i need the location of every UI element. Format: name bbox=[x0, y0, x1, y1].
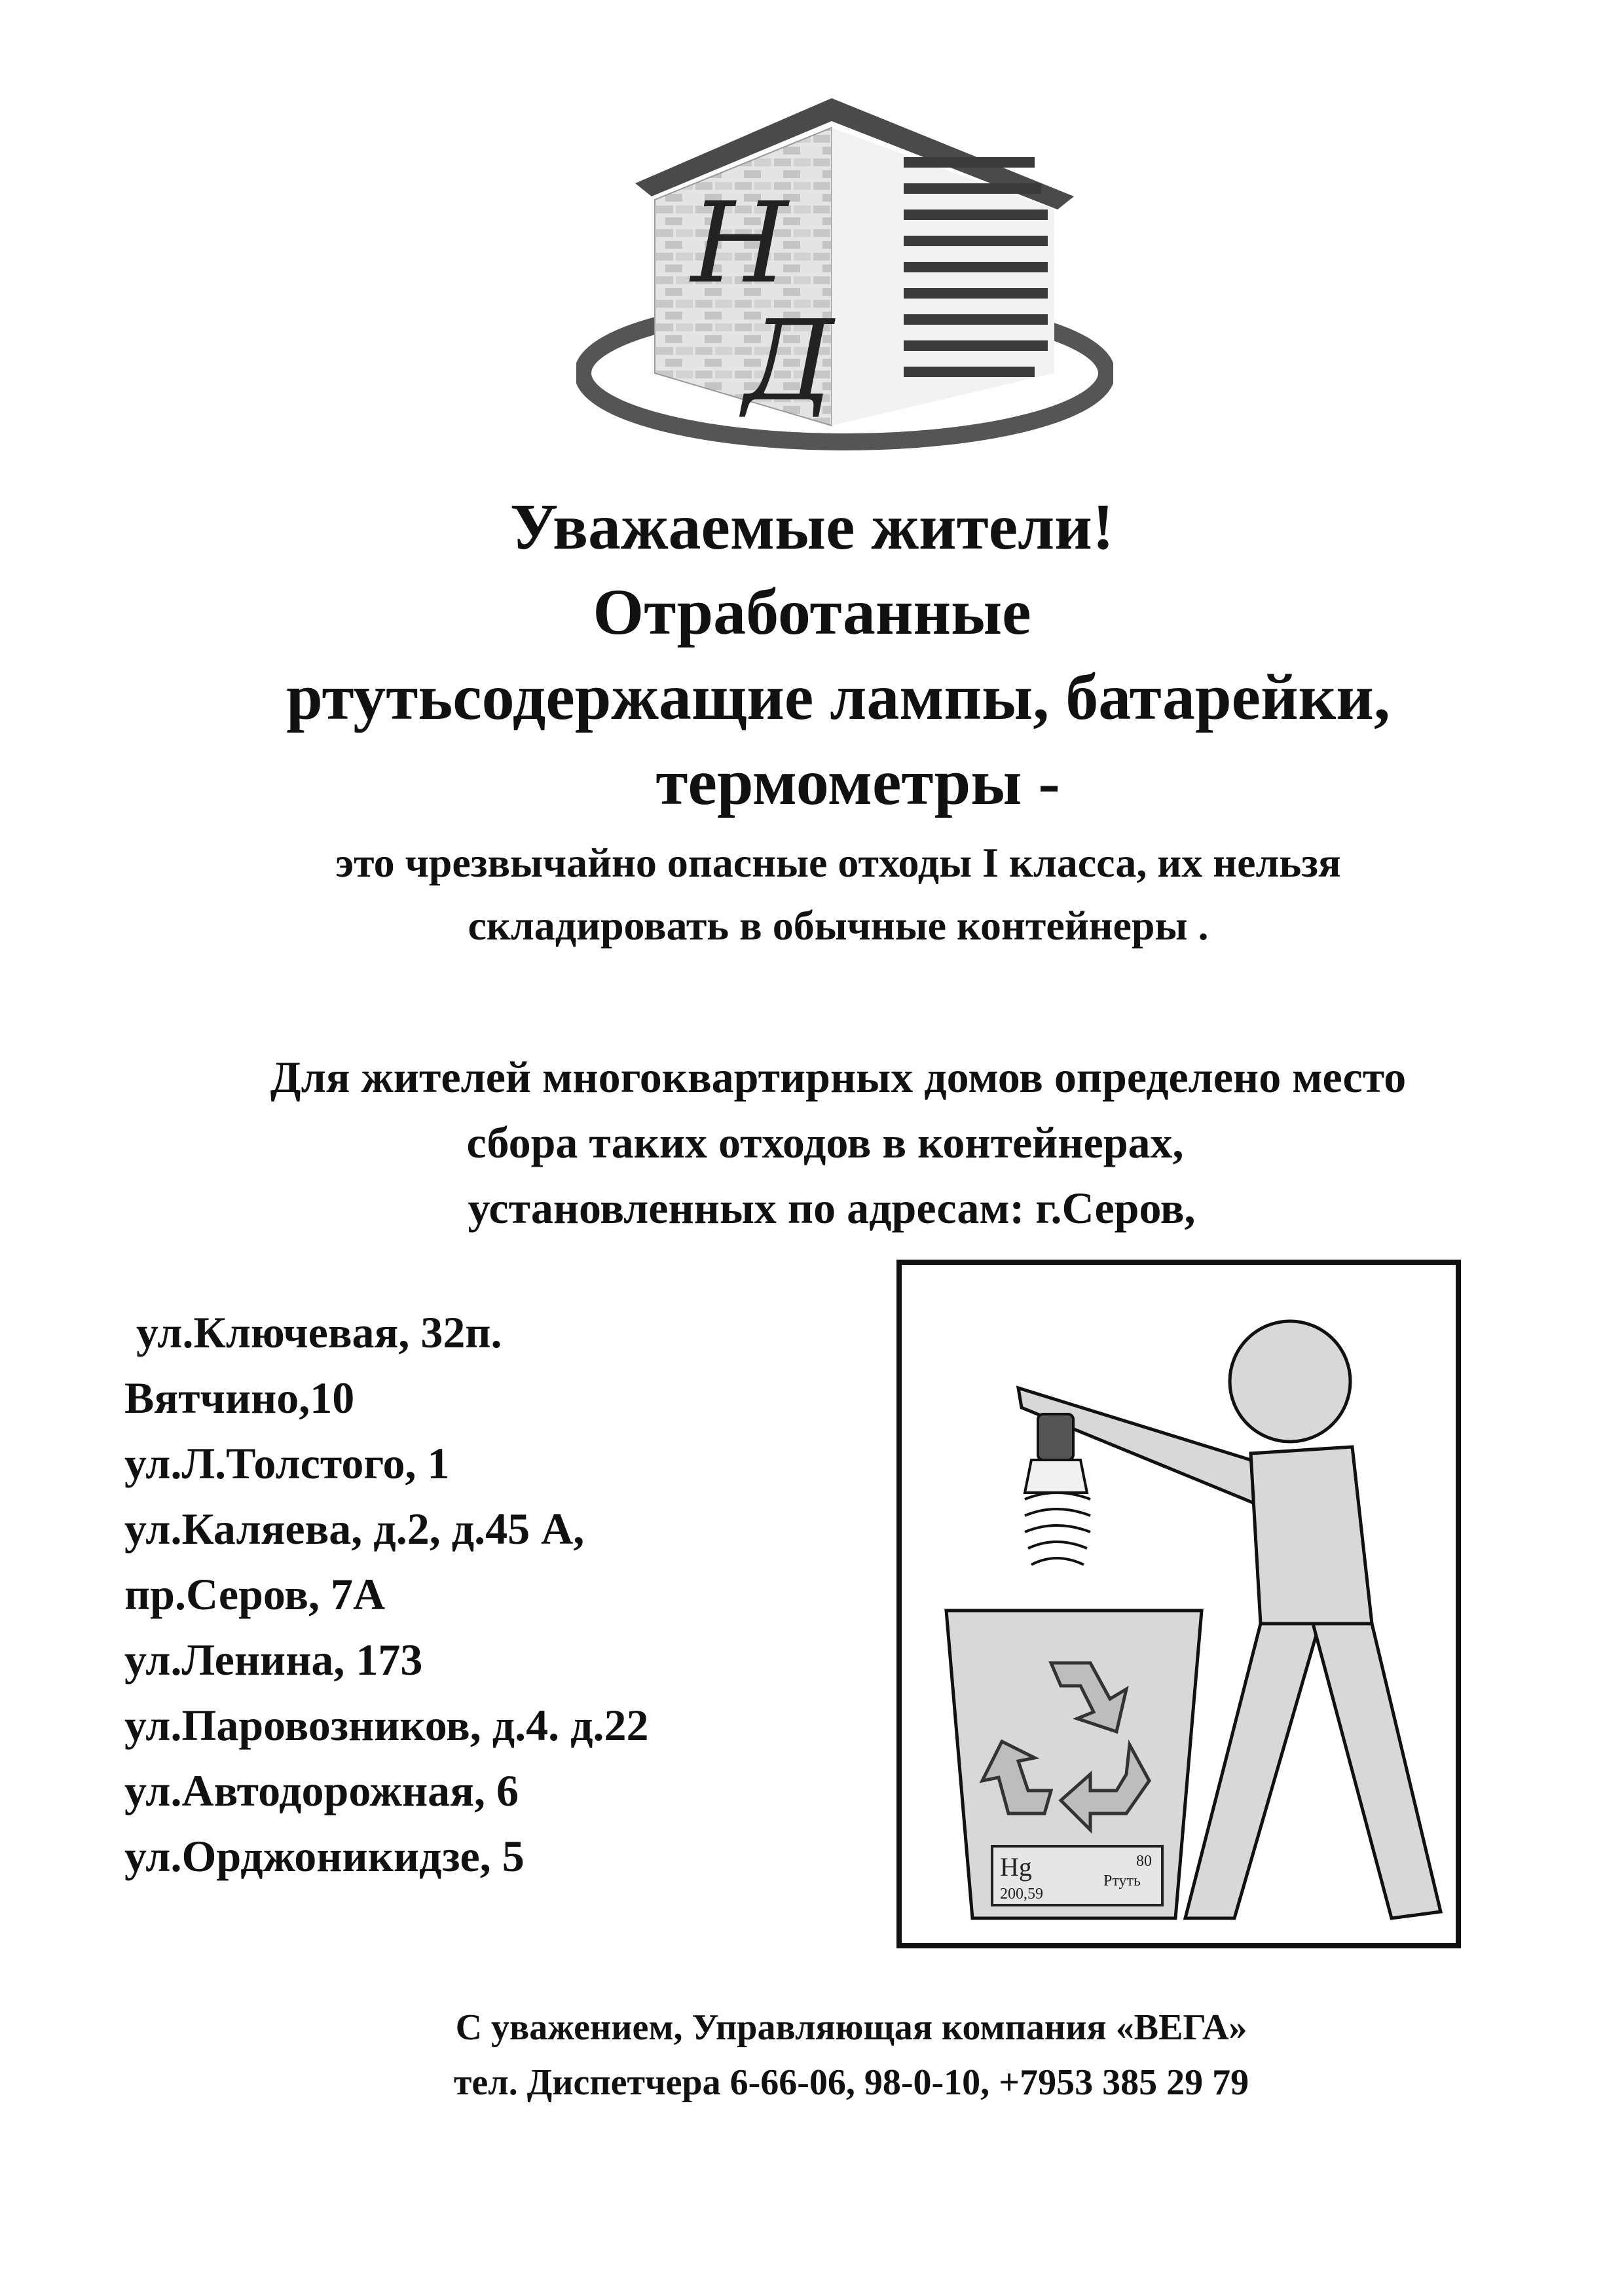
element-number: 80 bbox=[1136, 1853, 1152, 1870]
headline-greeting: Уважаемые жители! bbox=[509, 490, 1115, 563]
element-mass: 200,59 bbox=[1000, 1886, 1043, 1903]
info-line2: сбора таких отходов в контейнерах, bbox=[466, 1118, 1184, 1167]
address-list bbox=[124, 1300, 649, 1889]
address-item: ул.Ключевая, 32п. bbox=[136, 1307, 502, 1357]
headline-line3: ртутьсодержащие лампы, батарейки, bbox=[286, 661, 1390, 733]
footer-phone: тел. Диспетчера 6-66-06, 98-0-10, +7953 385 29 79 bbox=[453, 2062, 1249, 2103]
element-symbol: Hg bbox=[1000, 1852, 1032, 1882]
address-item: ул.Каляева, д.2, д.45 А, bbox=[124, 1504, 585, 1554]
address-item: ул.Автодорожная, 6 bbox=[124, 1766, 519, 1815]
logo-facade-right bbox=[832, 128, 1054, 426]
address-item: Вятчино,10 bbox=[124, 1373, 355, 1423]
footer-signature: С уважением, Управляющая компания «ВЕГА» bbox=[455, 2007, 1247, 2048]
company-logo bbox=[576, 85, 1113, 452]
mercury-element-tile bbox=[992, 1846, 1162, 1905]
headline-line4: термометры - bbox=[655, 746, 1060, 818]
logo-monogram-bottom: Д bbox=[743, 297, 834, 426]
address-item: ул.Л.Толстого, 1 bbox=[124, 1438, 450, 1488]
info-line3: установленных по адресам: г.Серов, bbox=[468, 1183, 1196, 1233]
address-item: ул.Ленина, 173 bbox=[124, 1635, 423, 1685]
logo-monogram-top: Н bbox=[691, 179, 788, 308]
address-item: ул.Орджоникидзе, 5 bbox=[124, 1831, 525, 1881]
warning-line1: это чрезвычайно опасные отходы I класса, их нельзя bbox=[335, 839, 1341, 886]
disposal-pictogram bbox=[894, 1257, 1464, 1951]
element-name: Ртуть bbox=[1103, 1872, 1141, 1889]
warning-line2: складировать в обычные контейнеры . bbox=[468, 902, 1209, 949]
headline-line2: Отработанные bbox=[593, 575, 1031, 648]
recycle-bin-icon bbox=[946, 1611, 1202, 1918]
address-item: пр.Серов, 7А bbox=[124, 1569, 386, 1619]
info-line1: Для жителей многоквартирных домов определено место bbox=[270, 1052, 1407, 1102]
address-item: ул.Паровозников, д.4. д.22 bbox=[124, 1700, 649, 1750]
